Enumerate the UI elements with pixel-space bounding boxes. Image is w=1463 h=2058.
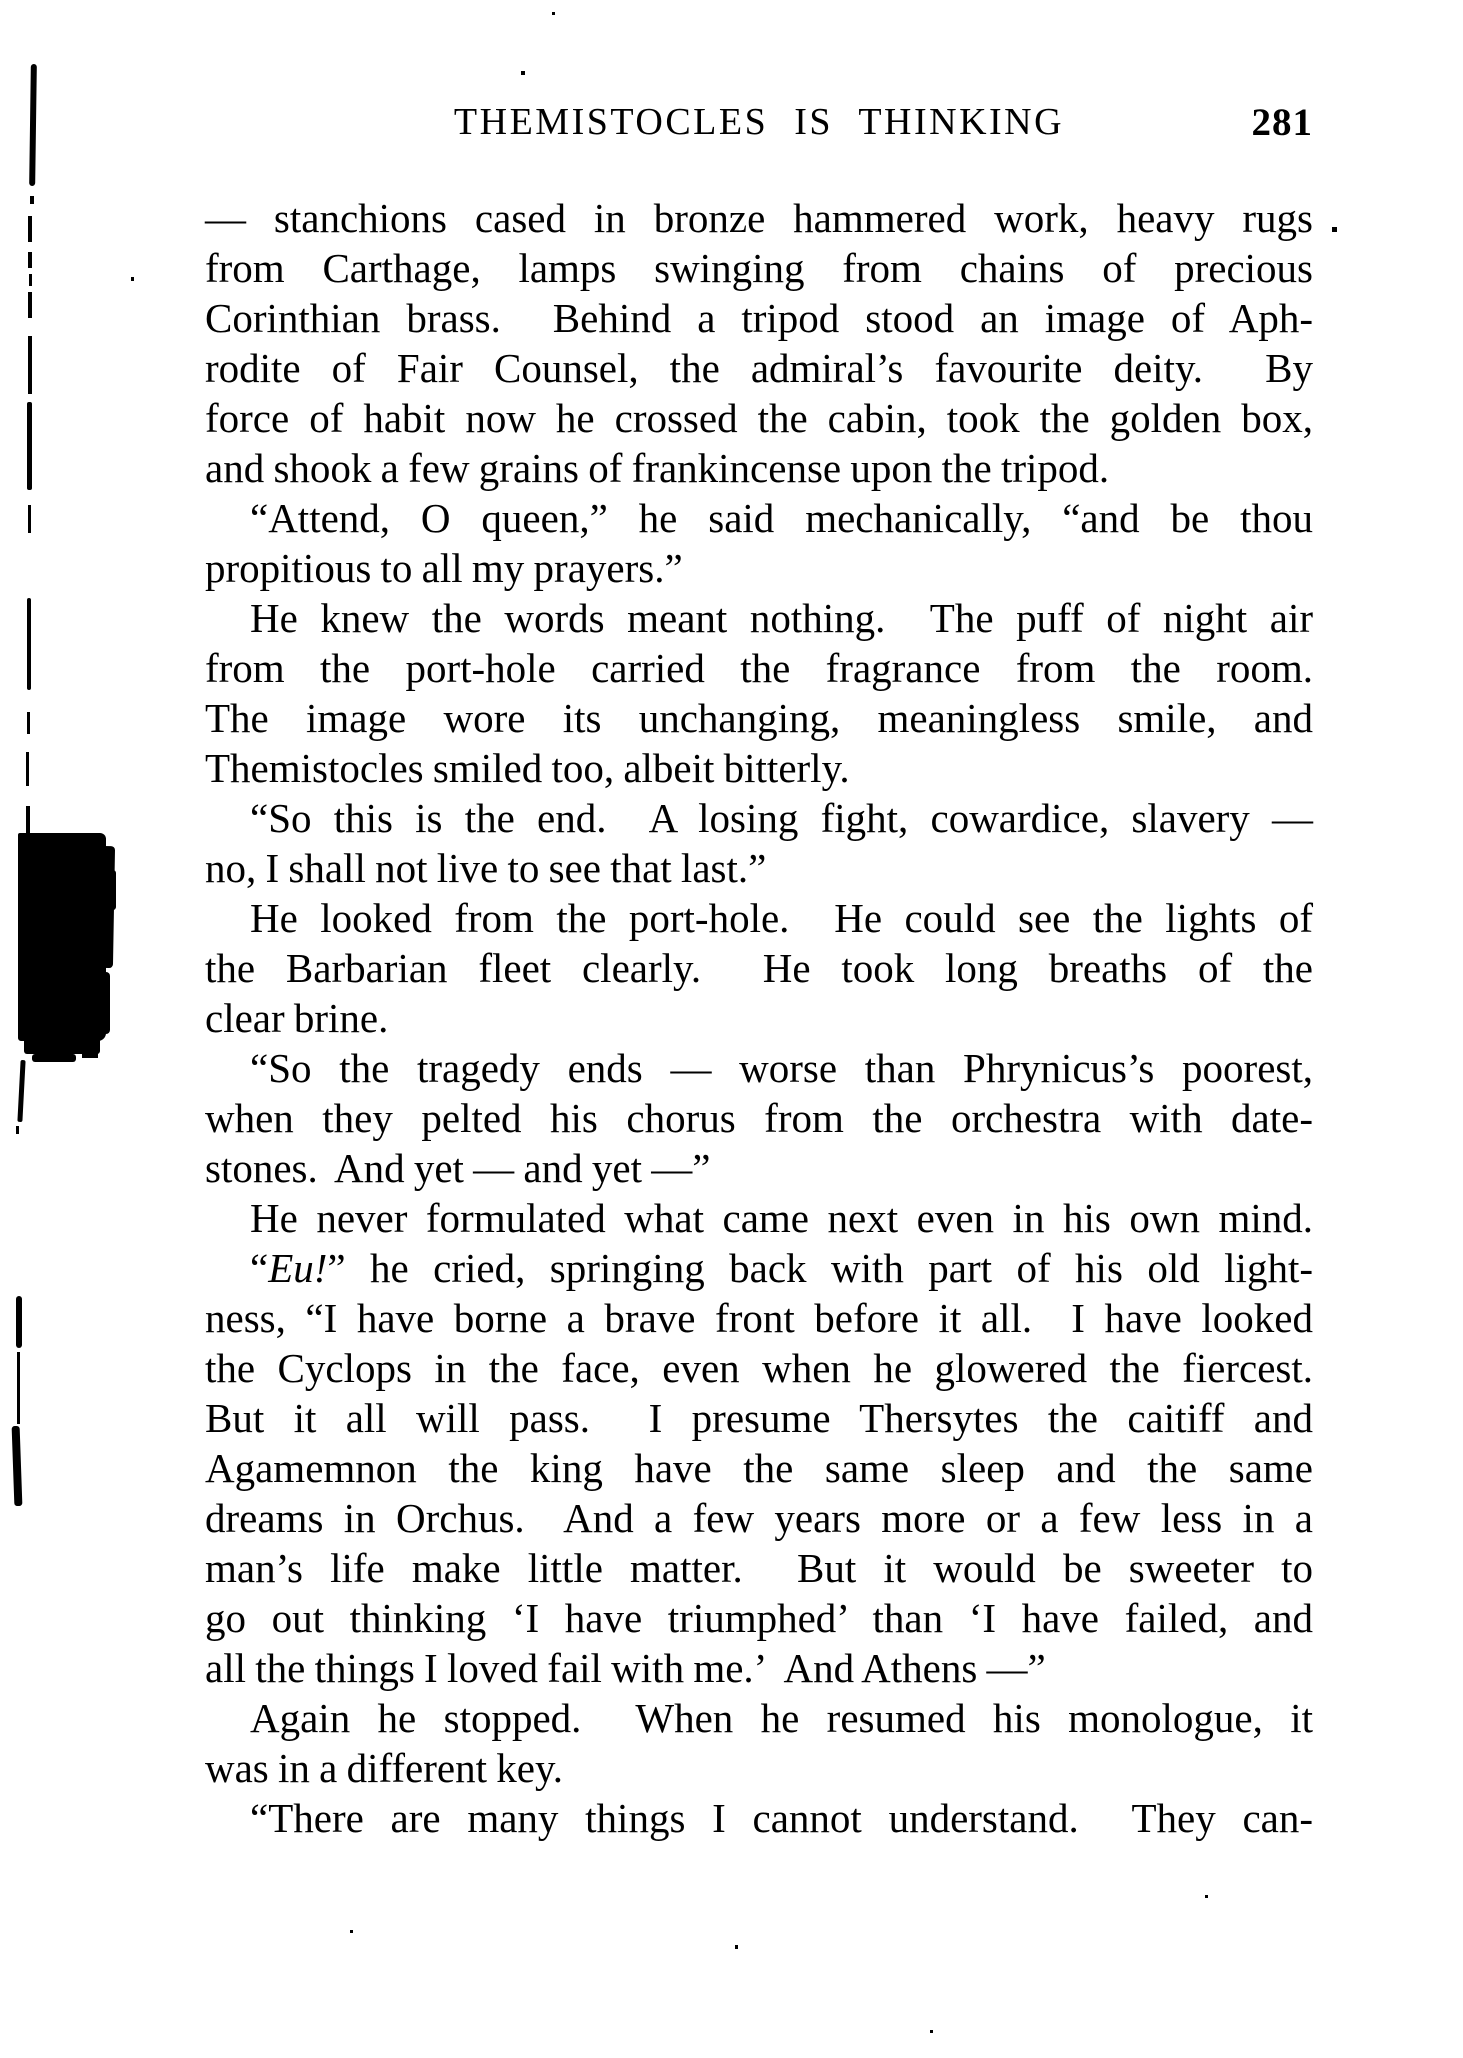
- ink-blob-tail: [16, 1126, 19, 1134]
- text-segment: all the things I loved fail with me.’ And Athens —”: [205, 1645, 1046, 1691]
- page-number: 281: [1251, 101, 1313, 144]
- text-segment: when they pelted his chorus from the orchestra with date-: [205, 1095, 1313, 1141]
- ink-blob-fringe: [32, 1054, 76, 1062]
- text-line: [205, 1443, 1313, 1493]
- text-segment: “Attend, O queen,” he said mechanically, “and be thou: [250, 495, 1313, 541]
- text-segment: clear brine.: [205, 995, 389, 1041]
- text-segment: ness, “I have borne a brave front before it all. I have looked: [205, 1295, 1313, 1341]
- text-segment: rodite of Fair Counsel, the admiral’s favourite deity. By: [205, 345, 1313, 391]
- spine-shadow-segment: [27, 402, 32, 490]
- text-segment: force of habit now he crossed the cabin, took the golden box,: [205, 395, 1313, 441]
- text-line: [205, 443, 1313, 493]
- text-line: [205, 643, 1313, 693]
- ink-speck: [521, 71, 525, 75]
- text-segment: “: [250, 1245, 269, 1291]
- ink-blob-fringe: [96, 972, 110, 1034]
- text-line: [205, 1093, 1313, 1143]
- text-line: [205, 1643, 1313, 1693]
- spine-shadow-segment: [29, 64, 37, 186]
- text-line: [205, 1243, 1313, 1293]
- text-segment: man’s life make little matter. But it would be sweeter to: [205, 1545, 1313, 1591]
- text-line: [205, 493, 1313, 543]
- text-line: [205, 793, 1313, 843]
- page-header: [205, 100, 1313, 148]
- text-segment: He knew the words meant nothing. The puff of night air: [250, 595, 1313, 641]
- text-segment: propitious to all my prayers.”: [205, 545, 683, 591]
- spine-shadow-segment: [27, 712, 30, 734]
- text-segment: Again he stopped. When he resumed his monologue, it: [250, 1695, 1313, 1741]
- spine-shadow-segment: [17, 1352, 20, 1424]
- text-line: [205, 1693, 1313, 1743]
- text-segment: Agamemnon the king have the same sleep and the same: [205, 1445, 1313, 1491]
- text-line: [205, 293, 1313, 343]
- text-segment: He looked from the port-hole. He could see the lights of: [250, 895, 1313, 941]
- text-line: [205, 1743, 1313, 1793]
- text-line: [205, 743, 1313, 793]
- running-header-title: THEMISTOCLES IS THINKING: [453, 101, 1065, 143]
- text-line: [205, 193, 1313, 243]
- text-segment: and shook a few grains of frankincense upon the tripod.: [205, 445, 1110, 491]
- ink-speck: [350, 1930, 353, 1933]
- text-segment: He never formulated what came next even in his own mind.: [250, 1195, 1313, 1241]
- ink-speck: [1205, 1895, 1208, 1898]
- text-segment: from Carthage, lamps swinging from chains of precious: [205, 245, 1313, 291]
- text-line: [205, 1343, 1313, 1393]
- italic-text: Eu!: [268, 1245, 328, 1291]
- text-segment: go out thinking ‘I have triumphed’ than ‘I have failed, and: [205, 1595, 1313, 1641]
- text-line: [205, 543, 1313, 593]
- text-segment: Themistocles smiled too, albeit bitterly.: [205, 745, 850, 791]
- text-segment: stones. And yet — and yet —”: [205, 1145, 711, 1191]
- spine-shadow-segment: [26, 806, 30, 836]
- text-line: [205, 1393, 1313, 1443]
- text-line: [205, 1543, 1313, 1593]
- text-line: [205, 593, 1313, 643]
- text-segment: the Barbarian fleet clearly. He took long breaths of the: [205, 945, 1313, 991]
- text-line: [205, 1593, 1313, 1643]
- spine-shadow-segment: [16, 1296, 22, 1348]
- text-line: [205, 693, 1313, 743]
- text-line: [205, 1293, 1313, 1343]
- text-line: [205, 1193, 1313, 1243]
- text-segment: the Cyclops in the face, even when he glowered the fiercest.: [205, 1345, 1313, 1391]
- spine-shadow-segment: [28, 336, 32, 394]
- text-line: [205, 943, 1313, 993]
- text-segment: dreams in Orchus. And a few years more or a few less in a: [205, 1495, 1313, 1541]
- text-segment: no, I shall not live to see that last.”: [205, 845, 767, 891]
- ink-speck: [735, 1945, 738, 1949]
- ink-blob: [18, 833, 106, 1041]
- text-line: [205, 1043, 1313, 1093]
- ink-speck: [930, 2030, 933, 2033]
- text-segment: — stanchions cased in bronze hammered work, heavy rugs: [205, 195, 1313, 241]
- ink-speck: [131, 277, 134, 281]
- spine-shadow-segment: [28, 216, 32, 242]
- text-line: [205, 343, 1313, 393]
- text-line: [205, 393, 1313, 443]
- ink-blob-fringe: [82, 1052, 98, 1058]
- ink-speck: [1332, 227, 1337, 232]
- text-segment: Corinthian brass. Behind a tripod stood an image of Aph-: [205, 295, 1313, 341]
- spine-shadow-segment: [28, 292, 32, 318]
- spine-shadow-segment: [26, 752, 29, 786]
- body-text: [205, 193, 1313, 1843]
- spine-shadow-segment: [29, 274, 32, 286]
- text-segment: ” he cried, springing back with part of his old light-: [327, 1245, 1313, 1291]
- text-line: [205, 1493, 1313, 1543]
- text-line: [205, 1143, 1313, 1193]
- spine-shadow-segment: [27, 598, 31, 690]
- spine-shadow-segment: [12, 1426, 23, 1506]
- text-segment: The image wore its unchanging, meaningless smile, and: [205, 695, 1313, 741]
- text-line: [205, 993, 1313, 1043]
- text-segment: was in a different key.: [205, 1745, 564, 1791]
- text-segment: But it all will pass. I presume Thersytes the caitiff and: [205, 1395, 1313, 1441]
- spine-shadow-segment: [28, 505, 31, 533]
- text-line: [205, 843, 1313, 893]
- text-segment: from the port-hole carried the fragrance from the room.: [205, 645, 1313, 691]
- spine-shadow-segment: [28, 252, 32, 268]
- text-segment: “There are many things I cannot understand. They can-: [250, 1795, 1313, 1841]
- text-line: [205, 1793, 1313, 1843]
- ink-blob-fringe: [110, 870, 116, 910]
- text-line: [205, 243, 1313, 293]
- ink-blob-tail: [17, 1060, 25, 1122]
- ink-speck: [552, 12, 555, 15]
- spine-shadow-segment: [30, 196, 34, 204]
- text-segment: “So the tragedy ends — worse than Phrynicus’s poorest,: [250, 1045, 1313, 1091]
- text-line: [205, 893, 1313, 943]
- text-segment: “So this is the end. A losing fight, cowardice, slavery —: [250, 795, 1313, 841]
